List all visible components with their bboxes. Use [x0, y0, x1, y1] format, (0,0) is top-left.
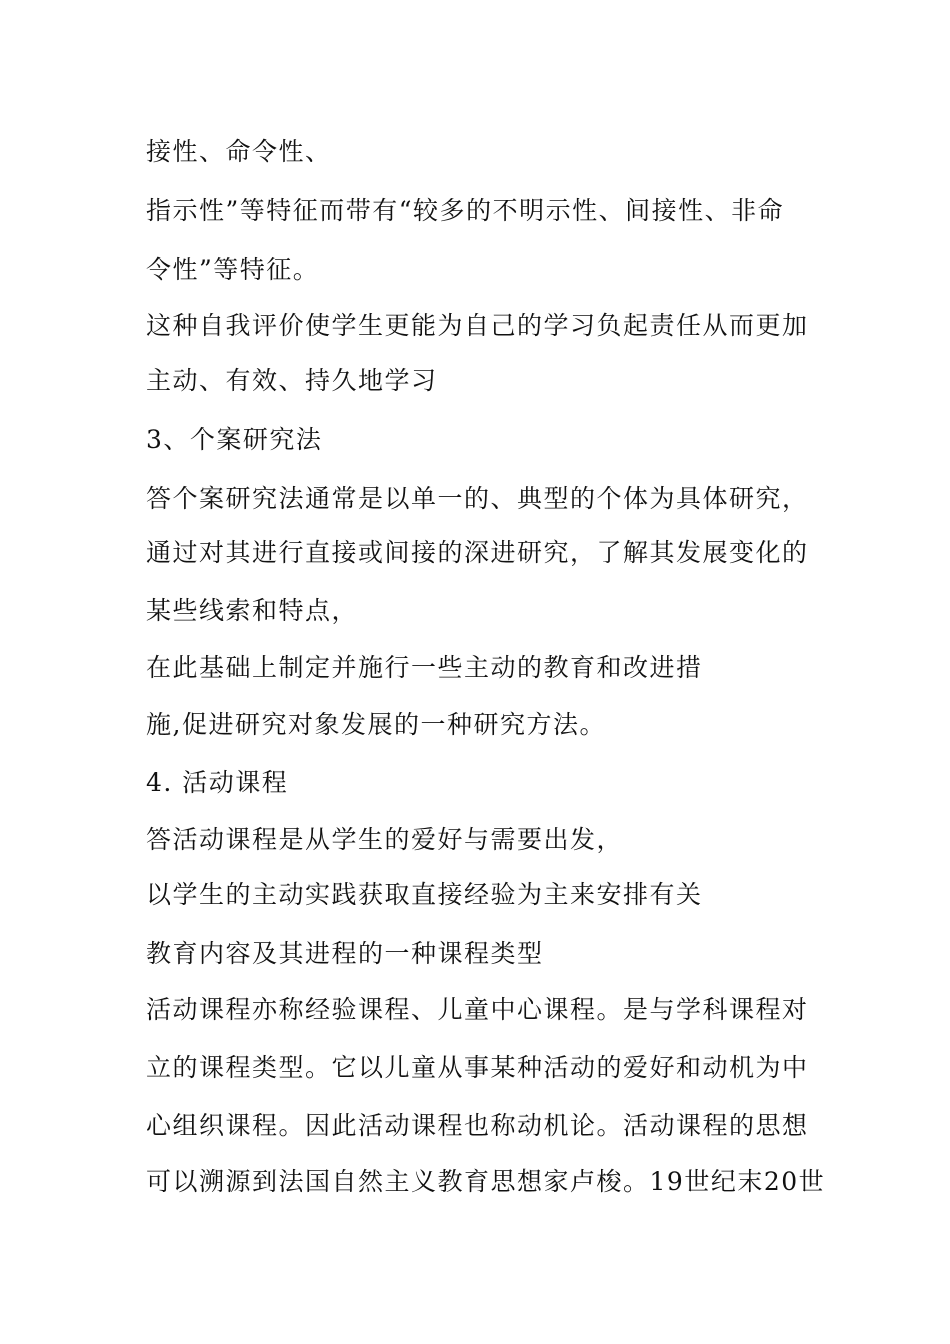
- text-line: 令性”等特征。: [146, 255, 320, 284]
- text-line: 教育内容及其进程的一种课程类型: [146, 939, 544, 968]
- text-line: 施,促进研究对象发展的一种研究方法。: [146, 710, 606, 739]
- text-line: 接性、命令性、: [146, 137, 332, 166]
- text-line: 立的课程类型。它以儿童从事某种活动的爱好和动机为中: [146, 1053, 809, 1082]
- section-heading: 4. 活动课程: [146, 768, 289, 797]
- section-heading: 3、个案研究法: [146, 425, 323, 454]
- text-line: 答个案研究法通常是以单一的、典型的个体为具体研究，: [146, 484, 809, 513]
- text-line: 这种自我评价使学生更能为自己的学习负起责任从而更加: [146, 311, 809, 340]
- text-line: 通过对其进行直接或间接的深进研究，了解其发展变化的: [146, 538, 809, 567]
- text-line: 主动、有效、持久地学习: [146, 366, 438, 395]
- text-line: 心组织课程。因此活动课程也称动机论。活动课程的思想: [146, 1111, 809, 1140]
- text-line: 某些线索和特点，: [146, 596, 359, 625]
- text-line: 指示性”等特征而带有“较多的不明示性、间接性、非命: [146, 196, 785, 225]
- text-line: 活动课程亦称经验课程、儿童中心课程。是与学科课程对: [146, 995, 809, 1024]
- text-line: 可以溯源到法国自然主义教育思想家卢梭。19世纪末20世: [146, 1167, 826, 1196]
- text-line: 答活动课程是从学生的爱好与需要出发，: [146, 825, 624, 854]
- text-line: 在此基础上制定并施行一些主动的教育和改进措: [146, 653, 703, 682]
- text-line: 以学生的主动实践获取直接经验为主来安排有关: [146, 880, 703, 909]
